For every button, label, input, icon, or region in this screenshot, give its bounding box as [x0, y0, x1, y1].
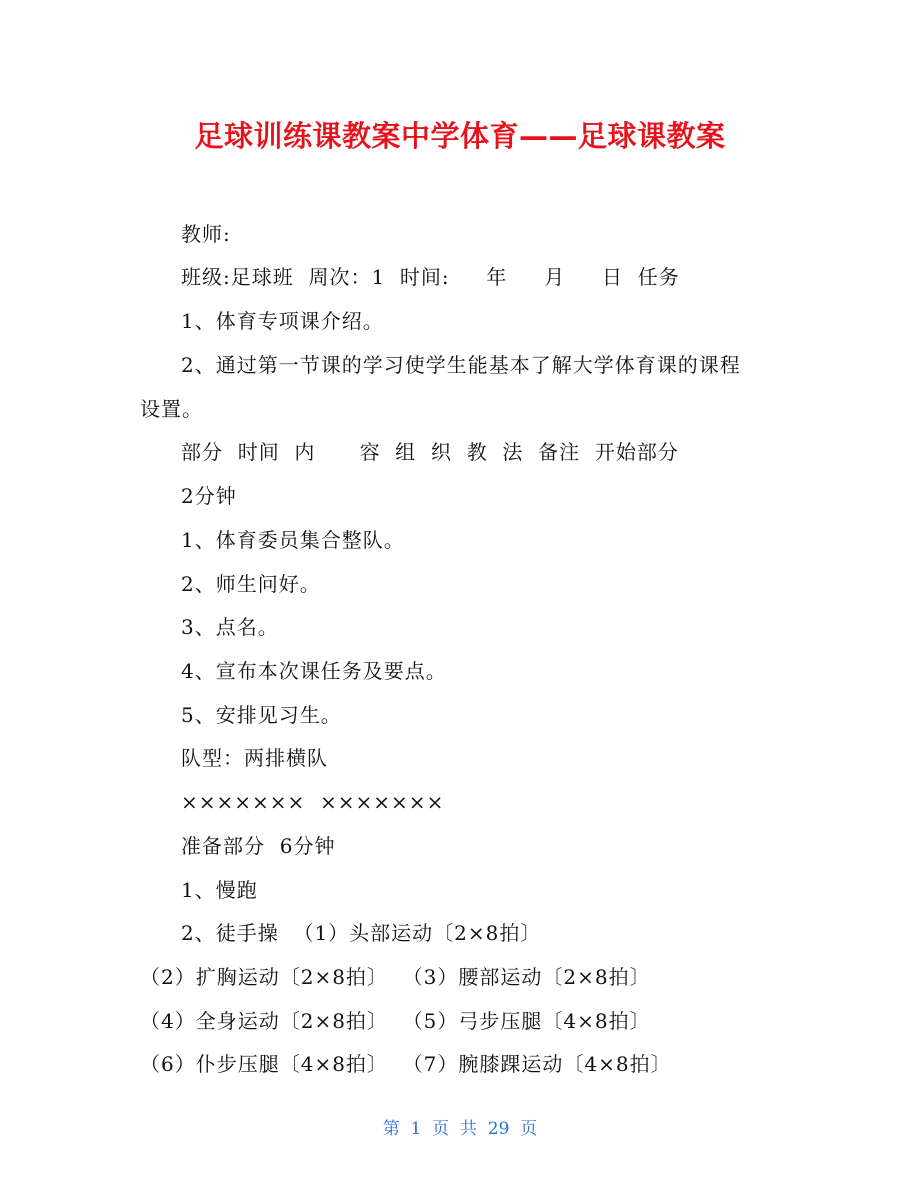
exercise-line-3: （6）仆步压腿〔4×8拍〕 （7）腕膝踝运动〔4×8拍〕: [140, 1052, 672, 1076]
task-item-2: 2、通过第一节课的学习使学生能基本了解大学体育课的课程: [181, 353, 741, 377]
exercise-line-2: （4）全身运动〔2×8拍〕 （5）弓步压腿〔4×8拍〕: [140, 1009, 651, 1033]
start-item-5: 5、安排见习生。: [181, 703, 342, 727]
task-item-1: 1、体育专项课介绍。: [181, 309, 384, 333]
document-title: 足球训练课教案中学体育——足球课教案: [194, 119, 726, 153]
task-item-2-continued: 设置。: [140, 397, 203, 421]
start-duration-line: 2分钟: [181, 484, 237, 508]
start-item-1: 1、体育委员集合整队。: [181, 528, 405, 552]
start-item-2: 2、师生问好。: [181, 572, 321, 596]
table-header-line: 部分 时间 内 容 组 织 教 法 备注 开始部分: [181, 440, 679, 464]
formation-line: 队型：两排横队: [181, 746, 328, 770]
formation-diagram-line: ××××××× ×××××××: [181, 790, 445, 814]
prep-item-1: 1、慢跑: [181, 878, 258, 902]
prep-section-line: 准备部分 6分钟: [181, 834, 336, 858]
start-item-4: 4、宣布本次课任务及要点。: [181, 659, 447, 683]
exercise-line-1: （2）扩胸运动〔2×8拍〕 （3）腰部运动〔2×8拍〕: [140, 965, 651, 989]
teacher-line: 教师:: [181, 222, 231, 246]
page-number-footer: 第 1 页 共 29 页: [382, 1119, 538, 1139]
class-info-line: 班级:足球班 周次：1 时间: 年 月 日 任务: [181, 265, 680, 289]
start-item-3: 3、点名。: [181, 615, 279, 639]
prep-item-2: 2、徒手操 （1）头部运动〔2×8拍〕: [181, 921, 542, 945]
